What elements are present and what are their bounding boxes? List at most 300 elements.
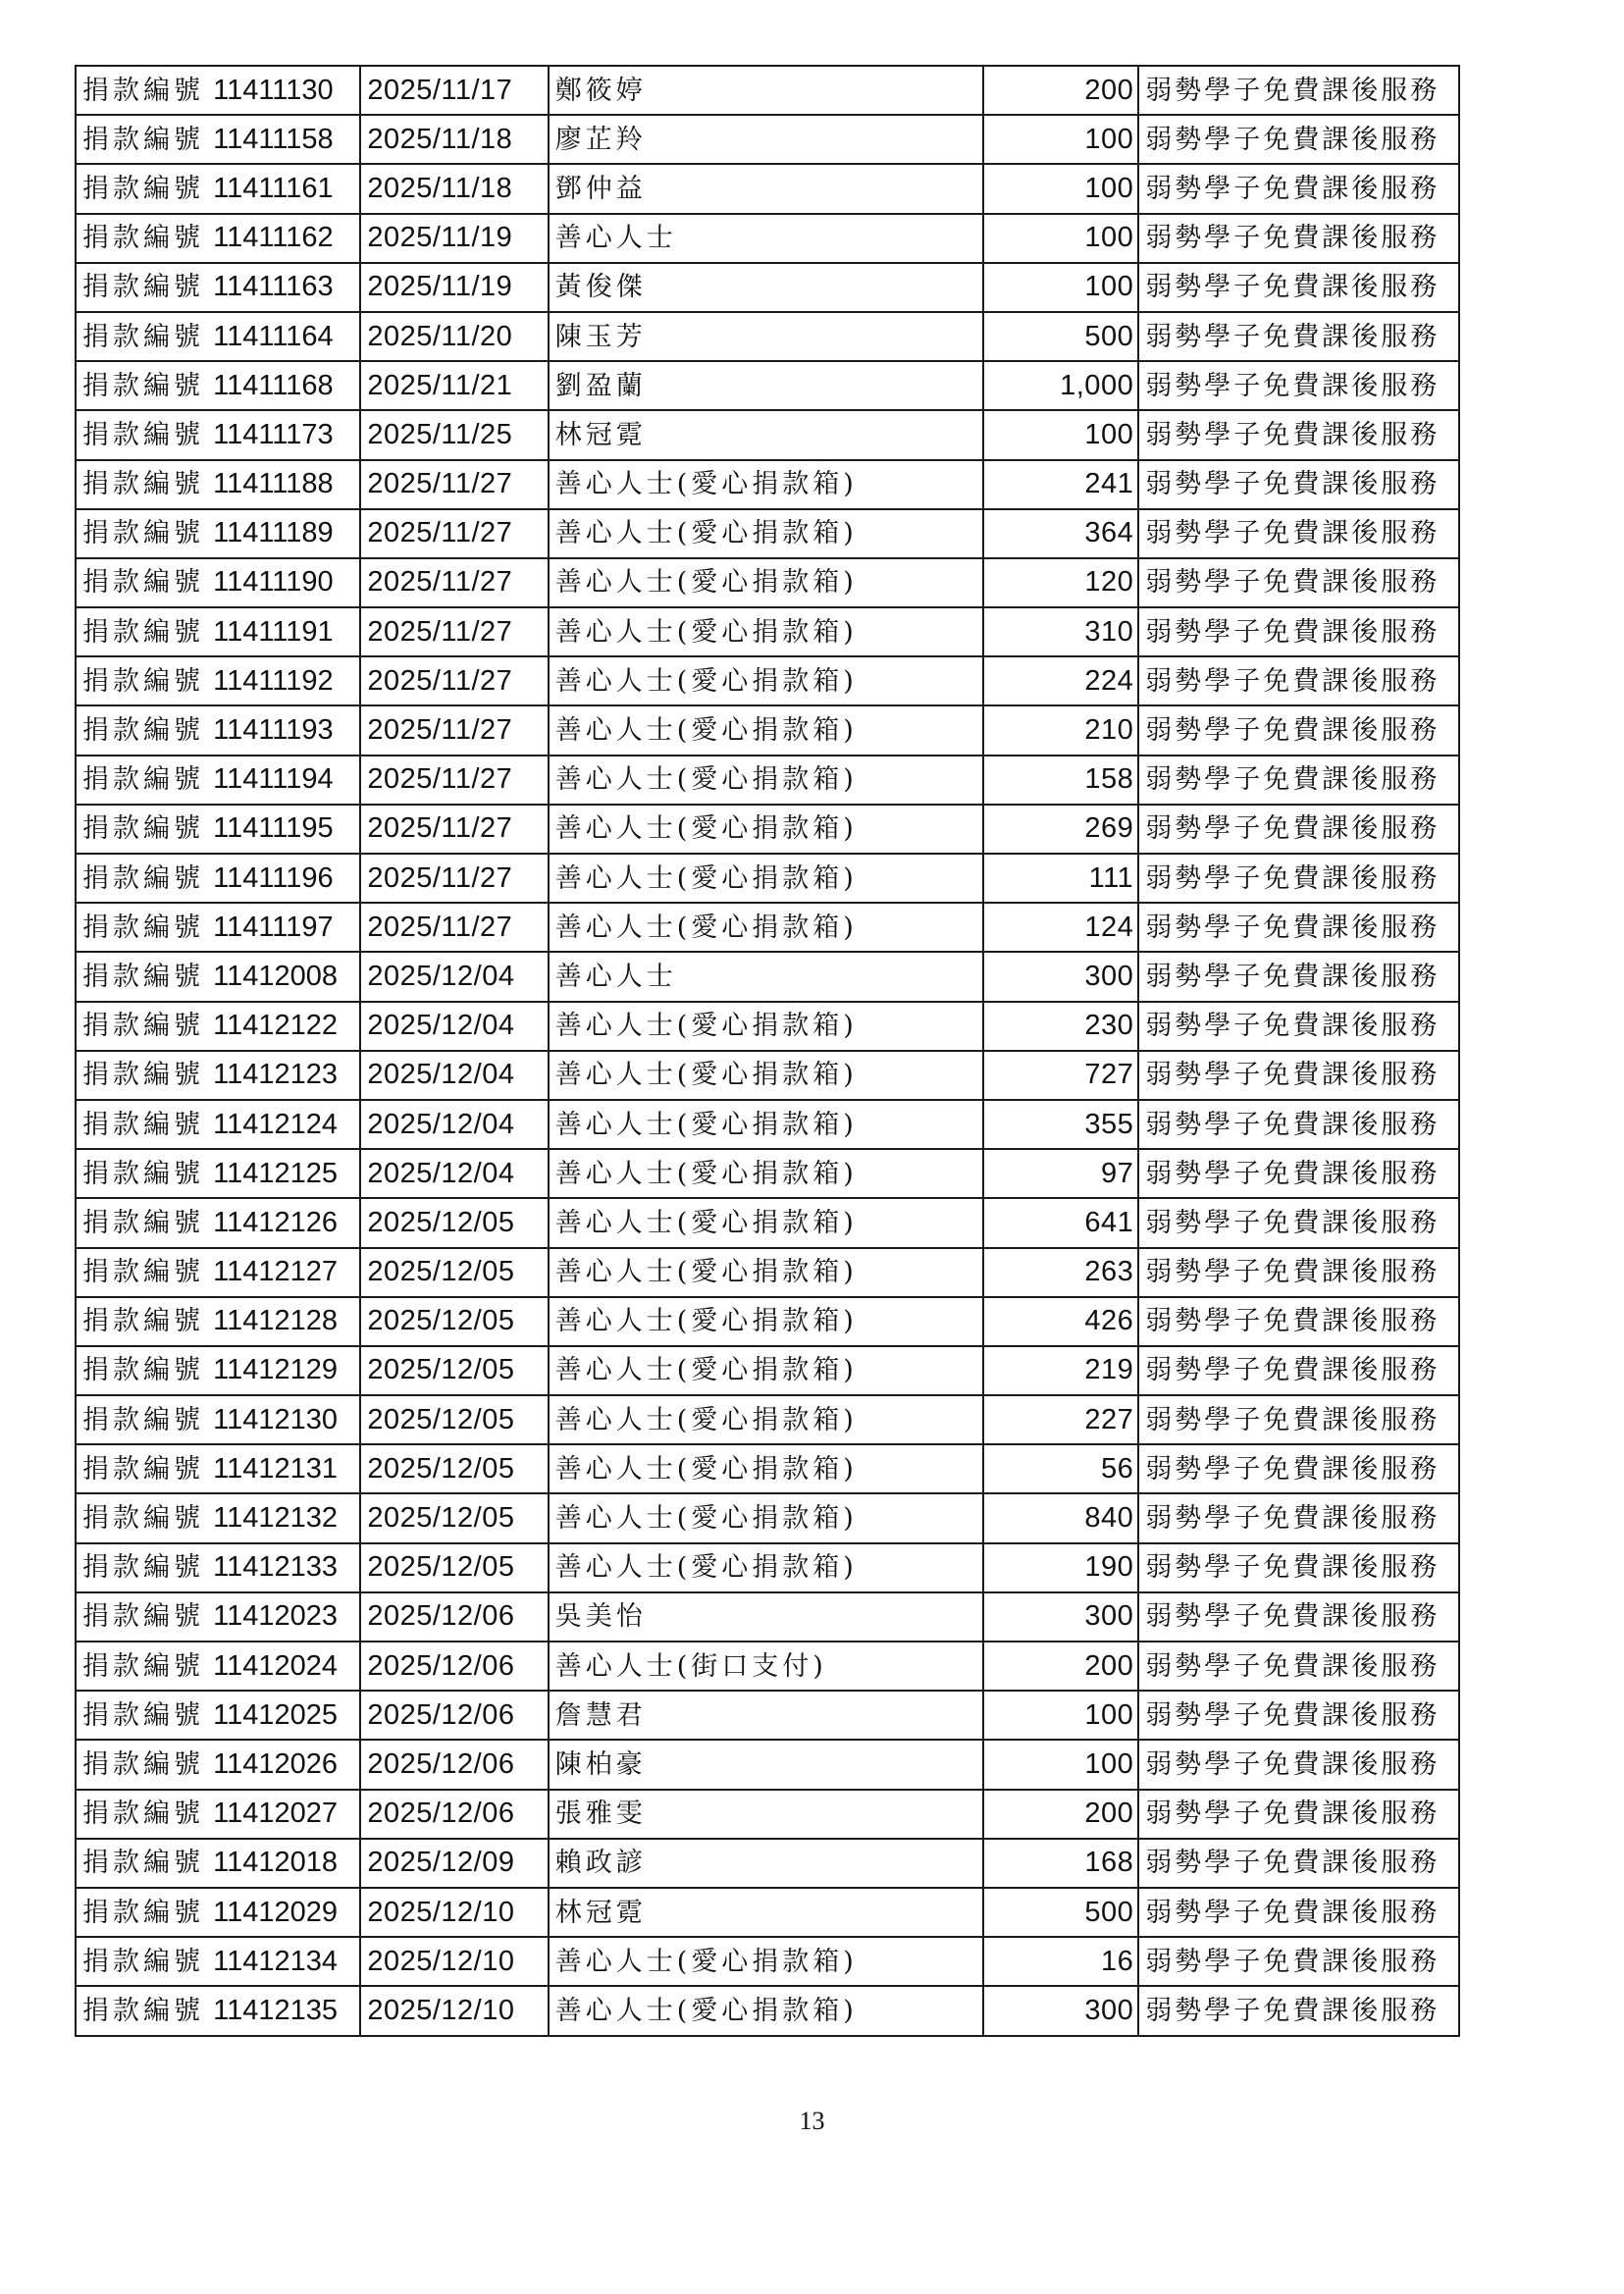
donation-amount: 227 xyxy=(983,1395,1138,1444)
donation-id-label: 捐款編號 xyxy=(82,1109,204,1140)
donation-date: 2025/11/27 xyxy=(360,607,548,656)
donation-id-label: 捐款編號 xyxy=(82,1158,204,1189)
table-row xyxy=(76,756,1459,805)
donor-name: 黃俊傑 xyxy=(549,263,983,312)
donation-id-label: 捐款編號 xyxy=(82,518,204,549)
donation-date: 2025/12/05 xyxy=(360,1198,548,1247)
donation-id-cell xyxy=(76,263,360,312)
donor-name: 善心人士(愛心捐款箱) xyxy=(549,1543,983,1592)
table-row xyxy=(76,952,1459,1001)
donation-id-label: 捐款編號 xyxy=(82,862,204,894)
donation-id-label: 捐款編號 xyxy=(82,1453,204,1485)
donation-id-number: 11411168 xyxy=(213,369,334,401)
donation-purpose: 弱勢學子免費課後服務 xyxy=(1138,1444,1459,1493)
donation-id-number: 11411190 xyxy=(213,566,334,599)
donation-amount: 100 xyxy=(983,164,1138,213)
donation-purpose: 弱勢學子免費課後服務 xyxy=(1138,1346,1459,1395)
donation-amount: 210 xyxy=(983,705,1138,755)
table-row xyxy=(76,1493,1459,1542)
donor-name: 賴政諺 xyxy=(549,1839,983,1888)
donation-id-number: 11412129 xyxy=(213,1354,338,1386)
donation-purpose: 弱勢學子免費課後服務 xyxy=(1138,1592,1459,1642)
donation-id-number: 11411191 xyxy=(213,615,334,648)
donation-date: 2025/12/04 xyxy=(360,1051,548,1100)
donation-purpose: 弱勢學子免費課後服務 xyxy=(1138,509,1459,558)
donation-purpose: 弱勢學子免費課後服務 xyxy=(1138,1790,1459,1839)
donation-purpose: 弱勢學子免費課後服務 xyxy=(1138,312,1459,361)
donation-id-cell xyxy=(76,1198,360,1247)
donation-amount: 200 xyxy=(983,1790,1138,1839)
donation-id-number: 11412025 xyxy=(213,1698,338,1731)
donor-name: 善心人士 xyxy=(549,214,983,263)
donation-purpose: 弱勢學子免費課後服務 xyxy=(1138,410,1459,459)
donation-amount: 500 xyxy=(983,1888,1138,1937)
table-row xyxy=(76,1395,1459,1444)
donor-name: 善心人士(愛心捐款箱) xyxy=(549,1395,983,1444)
table-row xyxy=(76,1642,1459,1691)
donation-id-cell xyxy=(76,1691,360,1740)
donation-id-number: 11411162 xyxy=(213,222,334,254)
donation-amount: 100 xyxy=(983,1691,1138,1740)
donation-date: 2025/12/09 xyxy=(360,1839,548,1888)
donation-id-cell xyxy=(76,115,360,164)
donation-purpose: 弱勢學子免費課後服務 xyxy=(1138,1888,1459,1937)
table-row xyxy=(76,805,1459,854)
donation-purpose: 弱勢學子免費課後服務 xyxy=(1138,1149,1459,1198)
table-row xyxy=(76,1297,1459,1346)
donation-date: 2025/12/05 xyxy=(360,1346,548,1395)
donation-id-number: 11411197 xyxy=(213,911,334,943)
donation-id-cell xyxy=(76,214,360,263)
table-row xyxy=(76,705,1459,755)
donation-id-number: 11412029 xyxy=(213,1896,338,1928)
donation-amount: 100 xyxy=(983,1740,1138,1789)
donation-id-cell xyxy=(76,410,360,459)
donation-date: 2025/12/06 xyxy=(360,1592,548,1642)
donor-name: 善心人士(愛心捐款箱) xyxy=(549,1248,983,1297)
donation-date: 2025/12/04 xyxy=(360,952,548,1001)
table-row xyxy=(76,312,1459,361)
donation-date: 2025/11/27 xyxy=(360,854,548,903)
donation-id-label: 捐款編號 xyxy=(82,1207,204,1238)
table-row xyxy=(76,1346,1459,1395)
donation-id-cell xyxy=(76,1002,360,1051)
donation-amount: 219 xyxy=(983,1346,1138,1395)
donation-id-number: 11411130 xyxy=(213,74,334,106)
donation-id-number: 11412131 xyxy=(213,1452,338,1485)
table-row xyxy=(76,607,1459,656)
donation-id-label: 捐款編號 xyxy=(82,223,204,254)
donation-amount: 56 xyxy=(983,1444,1138,1493)
donation-purpose: 弱勢學子免費課後服務 xyxy=(1138,1100,1459,1149)
donation-id-number: 11411161 xyxy=(213,172,334,204)
donation-id-number: 11412128 xyxy=(213,1305,338,1337)
donation-date: 2025/11/25 xyxy=(360,410,548,459)
donation-purpose: 弱勢學子免費課後服務 xyxy=(1138,1937,1459,1986)
donation-purpose: 弱勢學子免費課後服務 xyxy=(1138,854,1459,903)
donation-id-label: 捐款編號 xyxy=(82,321,204,352)
donation-id-number: 11412134 xyxy=(213,1945,338,1977)
donation-amount: 426 xyxy=(983,1297,1138,1346)
table-row xyxy=(76,1051,1459,1100)
table-row xyxy=(76,1592,1459,1642)
donation-amount: 300 xyxy=(983,1986,1138,2035)
donation-purpose: 弱勢學子免費課後服務 xyxy=(1138,903,1459,952)
donation-id-number: 11411173 xyxy=(213,418,334,450)
donation-purpose: 弱勢學子免費課後服務 xyxy=(1138,164,1459,213)
donation-purpose: 弱勢學子免費課後服務 xyxy=(1138,756,1459,805)
donation-id-cell xyxy=(76,952,360,1001)
donation-id-label: 捐款編號 xyxy=(82,173,204,204)
donation-amount: 124 xyxy=(983,903,1138,952)
table-row xyxy=(76,1543,1459,1592)
donation-id-label: 捐款編號 xyxy=(82,1799,204,1830)
donation-purpose: 弱勢學子免費課後服務 xyxy=(1138,1395,1459,1444)
donation-id-label: 捐款編號 xyxy=(82,1946,204,1977)
donation-id-cell xyxy=(76,1297,360,1346)
donation-purpose: 弱勢學子免費課後服務 xyxy=(1138,263,1459,312)
donation-amount: 190 xyxy=(983,1543,1138,1592)
table-row xyxy=(76,1937,1459,1986)
donation-date: 2025/11/27 xyxy=(360,903,548,952)
donation-id-cell xyxy=(76,1888,360,1937)
donor-name: 善心人士(愛心捐款箱) xyxy=(549,460,983,509)
donor-name: 陳柏豪 xyxy=(549,1740,983,1789)
donation-amount: 200 xyxy=(983,66,1138,115)
table-row xyxy=(76,1888,1459,1937)
donation-id-cell xyxy=(76,164,360,213)
donor-name: 善心人士(愛心捐款箱) xyxy=(549,705,983,755)
donation-id-label: 捐款編號 xyxy=(82,912,204,943)
donation-date: 2025/12/05 xyxy=(360,1493,548,1542)
donation-date: 2025/11/21 xyxy=(360,361,548,410)
donor-name: 詹慧君 xyxy=(549,1691,983,1740)
donation-id-label: 捐款編號 xyxy=(82,1011,204,1042)
donation-amount: 727 xyxy=(983,1051,1138,1100)
donation-id-label: 捐款編號 xyxy=(82,1699,204,1731)
donation-amount: 300 xyxy=(983,952,1138,1001)
donation-amount: 16 xyxy=(983,1937,1138,1986)
donation-amount: 100 xyxy=(983,214,1138,263)
donation-amount: 300 xyxy=(983,1592,1138,1642)
donation-date: 2025/12/05 xyxy=(360,1444,548,1493)
donor-name: 善心人士 xyxy=(549,952,983,1001)
donation-id-number: 11411196 xyxy=(213,861,334,894)
donation-purpose: 弱勢學子免費課後服務 xyxy=(1138,656,1459,705)
donation-date: 2025/11/27 xyxy=(360,656,548,705)
donation-id-label: 捐款編號 xyxy=(82,272,204,303)
donor-name: 善心人士(愛心捐款箱) xyxy=(549,558,983,607)
donation-date: 2025/11/19 xyxy=(360,214,548,263)
donation-id-cell xyxy=(76,460,360,509)
donation-amount: 364 xyxy=(983,509,1138,558)
table-row xyxy=(76,410,1459,459)
donation-id-cell xyxy=(76,1100,360,1149)
donation-date: 2025/12/05 xyxy=(360,1248,548,1297)
donation-date: 2025/12/10 xyxy=(360,1986,548,2035)
donation-id-cell xyxy=(76,1543,360,1592)
donation-id-number: 11411164 xyxy=(213,320,334,352)
donation-id-label: 捐款編號 xyxy=(82,1995,204,2026)
donation-id-label: 捐款編號 xyxy=(82,1748,204,1780)
donation-id-label: 捐款編號 xyxy=(82,75,204,106)
donation-id-cell xyxy=(76,1592,360,1642)
donor-name: 善心人士(愛心捐款箱) xyxy=(549,1444,983,1493)
table-row xyxy=(76,1790,1459,1839)
donor-name: 善心人士(愛心捐款箱) xyxy=(549,509,983,558)
donation-purpose: 弱勢學子免費課後服務 xyxy=(1138,607,1459,656)
donation-id-number: 11411158 xyxy=(213,123,334,155)
donor-name: 善心人士(愛心捐款箱) xyxy=(549,656,983,705)
donation-id-label: 捐款編號 xyxy=(82,1601,204,1633)
donation-purpose: 弱勢學子免費課後服務 xyxy=(1138,1493,1459,1542)
donation-date: 2025/11/19 xyxy=(360,263,548,312)
donation-id-label: 捐款編號 xyxy=(82,567,204,599)
donation-date: 2025/12/06 xyxy=(360,1740,548,1789)
donor-name: 善心人士(愛心捐款箱) xyxy=(549,1937,983,1986)
donation-id-number: 11412026 xyxy=(213,1747,338,1780)
donor-name: 廖芷羚 xyxy=(549,115,983,164)
donation-amount: 224 xyxy=(983,656,1138,705)
donor-name: 善心人士(愛心捐款箱) xyxy=(549,903,983,952)
donation-date: 2025/11/20 xyxy=(360,312,548,361)
donation-amount: 263 xyxy=(983,1248,1138,1297)
donation-date: 2025/12/10 xyxy=(360,1888,548,1937)
donation-purpose: 弱勢學子免費課後服務 xyxy=(1138,1543,1459,1592)
table-row xyxy=(76,1740,1459,1789)
donation-date: 2025/12/04 xyxy=(360,1002,548,1051)
donation-id-number: 11412132 xyxy=(213,1502,338,1535)
donation-amount: 168 xyxy=(983,1839,1138,1888)
donation-date: 2025/11/27 xyxy=(360,460,548,509)
donation-id-cell xyxy=(76,805,360,854)
donor-name: 善心人士(街口支付) xyxy=(549,1642,983,1691)
donation-id-number: 11412023 xyxy=(213,1600,338,1633)
donation-amount: 230 xyxy=(983,1002,1138,1051)
donation-date: 2025/11/27 xyxy=(360,558,548,607)
table-row xyxy=(76,1198,1459,1247)
donation-date: 2025/11/27 xyxy=(360,756,548,805)
donation-purpose: 弱勢學子免費課後服務 xyxy=(1138,952,1459,1001)
donation-id-number: 11412018 xyxy=(213,1847,338,1879)
donation-id-cell xyxy=(76,66,360,115)
donor-name: 善心人士(愛心捐款箱) xyxy=(549,1198,983,1247)
donor-name: 善心人士(愛心捐款箱) xyxy=(549,854,983,903)
donation-purpose: 弱勢學子免費課後服務 xyxy=(1138,1740,1459,1789)
donation-id-cell xyxy=(76,607,360,656)
donation-amount: 355 xyxy=(983,1100,1138,1149)
donation-id-number: 11412122 xyxy=(213,1010,338,1042)
donation-id-number: 11411192 xyxy=(213,664,334,697)
donation-amount: 500 xyxy=(983,312,1138,361)
table-row xyxy=(76,656,1459,705)
donation-date: 2025/11/18 xyxy=(360,115,548,164)
donation-id-label: 捐款編號 xyxy=(82,469,204,500)
donation-purpose: 弱勢學子免費課後服務 xyxy=(1138,115,1459,164)
table-row xyxy=(76,1444,1459,1493)
donation-amount: 120 xyxy=(983,558,1138,607)
donation-amount: 100 xyxy=(983,115,1138,164)
donor-name: 張雅雯 xyxy=(549,1790,983,1839)
table-row xyxy=(76,263,1459,312)
donation-amount: 97 xyxy=(983,1149,1138,1198)
table-row xyxy=(76,115,1459,164)
donation-date: 2025/12/04 xyxy=(360,1149,548,1198)
donation-amount: 200 xyxy=(983,1642,1138,1691)
table-row xyxy=(76,66,1459,115)
donation-amount: 100 xyxy=(983,263,1138,312)
donation-id-number: 11412126 xyxy=(213,1206,338,1238)
donor-name: 鄧仲益 xyxy=(549,164,983,213)
table-row xyxy=(76,1839,1459,1888)
donation-id-cell xyxy=(76,1444,360,1493)
donation-purpose: 弱勢學子免費課後服務 xyxy=(1138,1051,1459,1100)
donation-purpose: 弱勢學子免費課後服務 xyxy=(1138,460,1459,509)
donation-id-number: 11411193 xyxy=(213,714,334,747)
donation-purpose: 弱勢學子免費課後服務 xyxy=(1138,558,1459,607)
donation-date: 2025/12/05 xyxy=(360,1297,548,1346)
donation-id-number: 11412135 xyxy=(213,1994,338,2026)
donation-id-number: 11412130 xyxy=(213,1403,338,1435)
table-row xyxy=(76,1248,1459,1297)
table-row xyxy=(76,854,1459,903)
donation-id-label: 捐款編號 xyxy=(82,1552,204,1584)
donation-purpose: 弱勢學子免費課後服務 xyxy=(1138,66,1459,115)
donation-id-label: 捐款編號 xyxy=(82,764,204,796)
donation-purpose: 弱勢學子免費課後服務 xyxy=(1138,705,1459,755)
donation-amount: 269 xyxy=(983,805,1138,854)
donation-purpose: 弱勢學子免費課後服務 xyxy=(1138,361,1459,410)
donation-id-cell xyxy=(76,1790,360,1839)
donation-amount: 111 xyxy=(983,854,1138,903)
donation-id-cell xyxy=(76,1493,360,1542)
donation-id-label: 捐款編號 xyxy=(82,1355,204,1386)
donation-id-label: 捐款編號 xyxy=(82,1404,204,1435)
donation-id-number: 11411163 xyxy=(213,271,334,303)
donor-name: 善心人士(愛心捐款箱) xyxy=(549,607,983,656)
donor-name: 善心人士(愛心捐款箱) xyxy=(549,1002,983,1051)
donation-id-cell xyxy=(76,1395,360,1444)
donation-id-cell xyxy=(76,1937,360,1986)
donation-purpose: 弱勢學子免費課後服務 xyxy=(1138,1839,1459,1888)
donation-date: 2025/12/06 xyxy=(360,1691,548,1740)
donation-id-number: 11412133 xyxy=(213,1551,338,1584)
table-row xyxy=(76,361,1459,410)
donation-id-number: 11411194 xyxy=(213,763,334,796)
donation-amount: 840 xyxy=(983,1493,1138,1542)
donor-name: 善心人士(愛心捐款箱) xyxy=(549,805,983,854)
donor-name: 劉盈蘭 xyxy=(549,361,983,410)
donation-id-cell xyxy=(76,1986,360,2035)
donation-amount: 641 xyxy=(983,1198,1138,1247)
donation-id-label: 捐款編號 xyxy=(82,419,204,450)
table-row xyxy=(76,164,1459,213)
table-row xyxy=(76,1986,1459,2035)
donation-id-cell xyxy=(76,903,360,952)
donor-name: 善心人士(愛心捐款箱) xyxy=(549,1986,983,2035)
donation-id-number: 11412125 xyxy=(213,1157,338,1189)
donation-id-cell xyxy=(76,361,360,410)
donation-id-cell xyxy=(76,312,360,361)
donation-amount: 158 xyxy=(983,756,1138,805)
donation-id-label: 捐款編號 xyxy=(82,1503,204,1535)
donation-id-cell xyxy=(76,1051,360,1100)
table-row xyxy=(76,1149,1459,1198)
table-row xyxy=(76,558,1459,607)
donation-id-number: 11411188 xyxy=(213,468,334,500)
donor-name: 善心人士(愛心捐款箱) xyxy=(549,1346,983,1395)
donation-date: 2025/12/05 xyxy=(360,1395,548,1444)
page-number: 13 xyxy=(799,2107,825,2135)
donation-date: 2025/12/04 xyxy=(360,1100,548,1149)
donation-id-number: 11412008 xyxy=(213,960,338,992)
donation-id-label: 捐款編號 xyxy=(82,1060,204,1091)
donation-id-label: 捐款編號 xyxy=(82,1897,204,1928)
table-row xyxy=(76,509,1459,558)
donation-id-number: 11412124 xyxy=(213,1108,338,1140)
donation-id-number: 11412123 xyxy=(213,1059,338,1091)
donation-date: 2025/11/18 xyxy=(360,164,548,213)
donation-id-label: 捐款編號 xyxy=(82,715,204,747)
donation-id-number: 11412027 xyxy=(213,1798,338,1830)
donation-id-cell xyxy=(76,1839,360,1888)
table-row xyxy=(76,1002,1459,1051)
donor-name: 陳玉芳 xyxy=(549,312,983,361)
donation-id-cell xyxy=(76,509,360,558)
donation-purpose: 弱勢學子免費課後服務 xyxy=(1138,1986,1459,2035)
donation-id-number: 11412024 xyxy=(213,1649,338,1682)
donation-id-number: 11411195 xyxy=(213,812,334,845)
donation-ledger-table xyxy=(75,65,1460,2037)
donation-id-label: 捐款編號 xyxy=(82,616,204,648)
donation-date: 2025/12/05 xyxy=(360,1543,548,1592)
donation-purpose: 弱勢學子免費課後服務 xyxy=(1138,1002,1459,1051)
donation-purpose: 弱勢學子免費課後服務 xyxy=(1138,214,1459,263)
donation-date: 2025/12/06 xyxy=(360,1790,548,1839)
donor-name: 鄭筱婷 xyxy=(549,66,983,115)
donation-amount: 310 xyxy=(983,607,1138,656)
donation-id-label: 捐款編號 xyxy=(82,1306,204,1337)
table-row xyxy=(76,214,1459,263)
donation-purpose: 弱勢學子免費課後服務 xyxy=(1138,805,1459,854)
donation-amount: 241 xyxy=(983,460,1138,509)
donation-amount: 1,000 xyxy=(983,361,1138,410)
donation-id-cell xyxy=(76,854,360,903)
donation-id-label: 捐款編號 xyxy=(82,665,204,697)
donation-amount: 100 xyxy=(983,410,1138,459)
donation-id-cell xyxy=(76,1248,360,1297)
donation-purpose: 弱勢學子免費課後服務 xyxy=(1138,1297,1459,1346)
donation-id-number: 11412127 xyxy=(213,1256,338,1288)
table-row xyxy=(76,1691,1459,1740)
donation-purpose: 弱勢學子免費課後服務 xyxy=(1138,1248,1459,1297)
donation-id-label: 捐款編號 xyxy=(82,1650,204,1682)
donor-name: 林冠霓 xyxy=(549,410,983,459)
donation-id-number: 11411189 xyxy=(213,517,334,549)
donation-id-label: 捐款編號 xyxy=(82,124,204,155)
donation-date: 2025/11/27 xyxy=(360,509,548,558)
donation-id-label: 捐款編號 xyxy=(82,1848,204,1879)
donor-name: 善心人士(愛心捐款箱) xyxy=(549,1297,983,1346)
donor-name: 善心人士(愛心捐款箱) xyxy=(549,1051,983,1100)
donation-purpose: 弱勢學子免費課後服務 xyxy=(1138,1691,1459,1740)
donation-id-cell xyxy=(76,656,360,705)
donation-id-label: 捐款編號 xyxy=(82,961,204,992)
donation-date: 2025/11/17 xyxy=(360,66,548,115)
donor-name: 善心人士(愛心捐款箱) xyxy=(549,1100,983,1149)
donor-name: 善心人士(愛心捐款箱) xyxy=(549,756,983,805)
donation-purpose: 弱勢學子免費課後服務 xyxy=(1138,1642,1459,1691)
